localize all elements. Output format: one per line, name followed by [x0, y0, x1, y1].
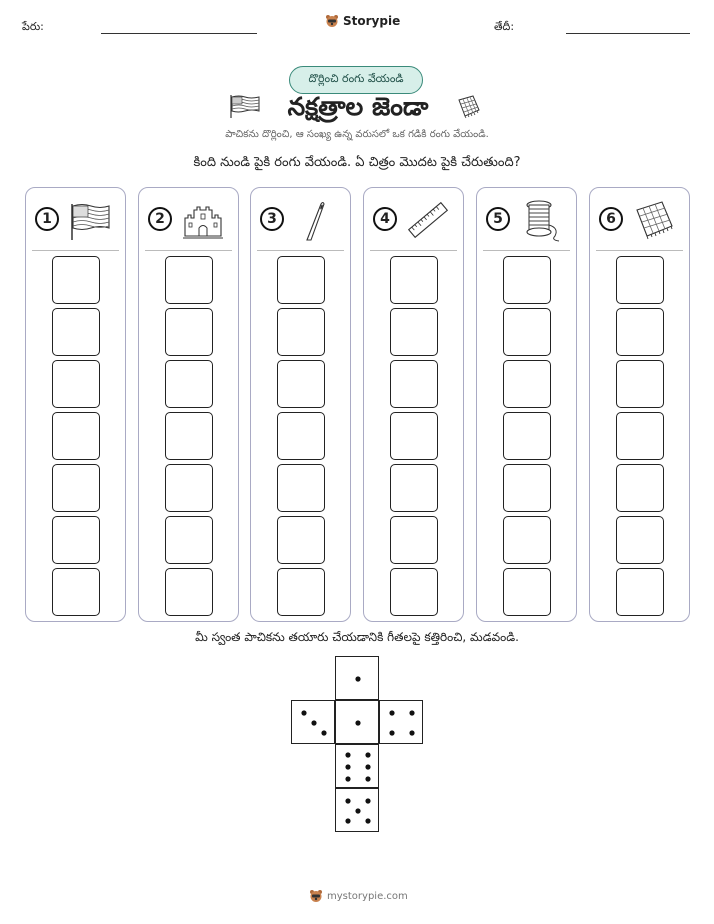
- column-divider: [596, 250, 683, 251]
- die-face: [335, 744, 379, 788]
- column-number: 4: [373, 207, 397, 231]
- color-box[interactable]: [165, 412, 213, 460]
- color-box[interactable]: [277, 568, 325, 616]
- page-title: నక్షత్రాల జెండా: [287, 92, 429, 121]
- color-box[interactable]: [503, 308, 551, 356]
- color-box[interactable]: [390, 360, 438, 408]
- color-box[interactable]: [277, 360, 325, 408]
- die-pips: [380, 701, 424, 745]
- color-box[interactable]: [616, 412, 664, 460]
- color-box[interactable]: [52, 360, 100, 408]
- column-number: 6: [599, 207, 623, 231]
- brand-logo: [325, 14, 400, 28]
- color-box[interactable]: [390, 412, 438, 460]
- color-box[interactable]: [390, 516, 438, 564]
- color-box[interactable]: [52, 464, 100, 512]
- color-box[interactable]: [616, 360, 664, 408]
- color-box[interactable]: [165, 516, 213, 564]
- color-box[interactable]: [503, 464, 551, 512]
- subtitle: పాచికను దొర్లించి, ఆ సంఖ్య ఉన్న వరుసలో ఒక గడికి రంగు వేయండి.: [225, 129, 489, 140]
- column-3: [250, 187, 351, 622]
- column-number: 2: [148, 207, 172, 231]
- name-label: పేరు:: [22, 20, 44, 33]
- die-face: [291, 700, 335, 744]
- thread-spool-icon: [519, 198, 563, 242]
- color-box[interactable]: [52, 308, 100, 356]
- color-box[interactable]: [52, 568, 100, 616]
- color-box[interactable]: [390, 464, 438, 512]
- footer-url: mystorypie.com: [327, 890, 408, 902]
- die-face: [335, 700, 379, 744]
- name-line: [101, 33, 257, 34]
- quilt-icon: [455, 94, 483, 120]
- column-5: [476, 187, 577, 622]
- color-box[interactable]: [277, 412, 325, 460]
- color-box[interactable]: [52, 412, 100, 460]
- color-box[interactable]: [52, 256, 100, 304]
- american-flag-icon: [68, 198, 112, 242]
- color-box[interactable]: [277, 516, 325, 564]
- quilt-icon: [632, 198, 676, 242]
- color-box[interactable]: [52, 516, 100, 564]
- color-box[interactable]: [390, 308, 438, 356]
- bear-icon: [325, 14, 339, 28]
- cut-instruction: మీ స్వంత పాచికను తయారు చేయడానికి గీతలపై కత్తిరించి, మడవండి.: [195, 630, 519, 644]
- color-box[interactable]: [616, 464, 664, 512]
- footer: [309, 889, 408, 903]
- column-number: 5: [486, 207, 510, 231]
- column-6: [589, 187, 690, 622]
- color-box[interactable]: [277, 308, 325, 356]
- die-face: [379, 700, 423, 744]
- instruction: కింది నుండి పైకి రంగు వేయండి. ఏ చిత్రం మొదట పైకి చేరుతుంది?: [193, 155, 521, 170]
- column-1: [25, 187, 126, 622]
- column-divider: [32, 250, 119, 251]
- die-pips: [336, 789, 380, 833]
- color-box[interactable]: [165, 308, 213, 356]
- activity-badge: దొర్లించి రంగు వేయండి: [289, 66, 423, 94]
- ruler-icon: [406, 198, 450, 242]
- column-4: [363, 187, 464, 622]
- color-box[interactable]: [503, 256, 551, 304]
- color-box[interactable]: [390, 256, 438, 304]
- die-face: [335, 656, 379, 700]
- color-box[interactable]: [165, 568, 213, 616]
- color-box[interactable]: [165, 464, 213, 512]
- color-box[interactable]: [390, 568, 438, 616]
- color-box[interactable]: [616, 256, 664, 304]
- brand-name: Storypie: [343, 14, 401, 28]
- column-divider: [370, 250, 457, 251]
- color-box[interactable]: [503, 412, 551, 460]
- die-pips: [336, 657, 380, 701]
- american-flag-icon: [229, 94, 261, 118]
- column-2: [138, 187, 239, 622]
- color-box[interactable]: [503, 516, 551, 564]
- die-pips: [336, 745, 380, 789]
- die-face: [335, 788, 379, 832]
- column-number: 1: [35, 207, 59, 231]
- needle-icon: [293, 198, 337, 242]
- color-box[interactable]: [165, 256, 213, 304]
- castle-icon: [181, 198, 225, 242]
- color-box[interactable]: [277, 464, 325, 512]
- column-divider: [257, 250, 344, 251]
- column-divider: [483, 250, 570, 251]
- color-box[interactable]: [165, 360, 213, 408]
- column-divider: [145, 250, 232, 251]
- color-box[interactable]: [277, 256, 325, 304]
- date-line: [566, 33, 690, 34]
- die-pips: [336, 701, 380, 745]
- color-box[interactable]: [503, 568, 551, 616]
- color-box[interactable]: [503, 360, 551, 408]
- column-number: 3: [260, 207, 284, 231]
- color-box[interactable]: [616, 308, 664, 356]
- die-pips: [292, 701, 336, 745]
- bear-icon: [309, 889, 323, 903]
- color-box[interactable]: [616, 568, 664, 616]
- color-box[interactable]: [616, 516, 664, 564]
- date-label: తేదీ:: [494, 20, 515, 33]
